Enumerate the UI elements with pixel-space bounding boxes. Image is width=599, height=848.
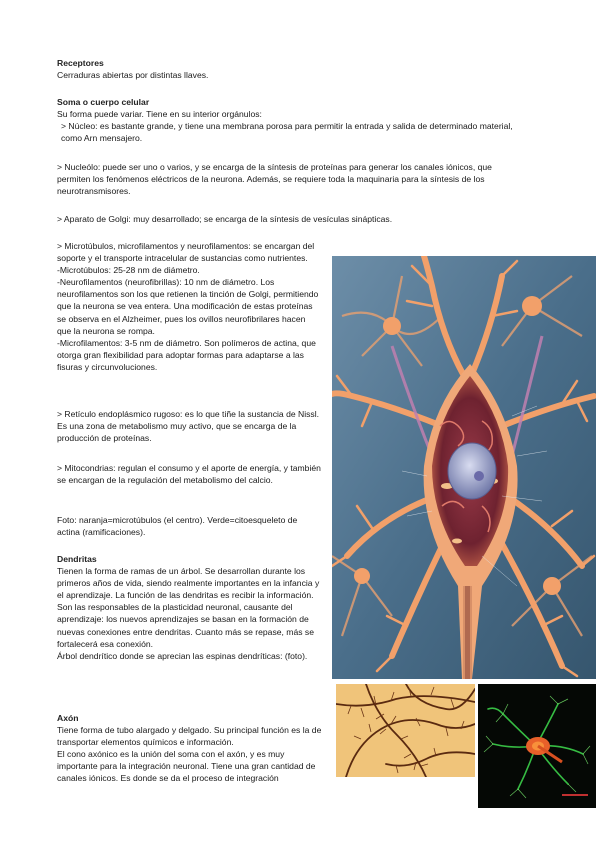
soma-golgi-block (57, 213, 527, 225)
neuron-cell-illustration (332, 256, 596, 679)
dendritas-p1: Tienen la forma de ramas de un árbol. Se desarrollan durante los primeros años de vida, siendo realmente importantes en la infancia y el aprendizaje. La función de las dendritas es recibir la información. (57, 566, 320, 601)
soma-intro: Su forma puede variar. Tiene en su interior orgánulos: (57, 109, 262, 120)
soma-microtubulos-1: -Microtúbulos: 25-28 nm de diámetro. (57, 265, 200, 276)
section-soma (57, 96, 527, 144)
axon-p1: Tiene forma de tubo alargado y delgado. Su principal función es la de transportar elementos químicos e información. (57, 725, 322, 748)
soma-foto-block (57, 514, 322, 538)
section-receptores (57, 57, 527, 81)
axon-p2: El cono axónico es la unión del soma con el axón, y es muy importante para la integración neuronal. Tiene una gran cantidad de canales iónicos. Es donde se da el proceso de integración (57, 749, 316, 784)
soma-microtubulos-3: -Microfilamentos: 3-5 nm de diámetro. Son polímeros de actina, que otorga gran flexibilidad para adoptar formas para adaptarse a las fisuras y circunvoluciones. (57, 337, 316, 372)
soma-microtubulos-block (57, 240, 322, 373)
soma-microtubulos-0: > Microtúbulos, microfilamentos y neurofilamentos: se encargan del soporte y el transporte intracelular de sustancias como nutrientes. (57, 241, 315, 264)
soma-nucleolo-block (57, 161, 527, 197)
receptores-text: Cerraduras abiertas por distintas llaves. (57, 70, 209, 81)
soma-reticulo-block (57, 408, 322, 444)
soma-nucleo: > Núcleo: es bastante grande, y tiene una membrana porosa para permitir la entrada y salida de determinado material, como Arn mensajero. (61, 121, 513, 144)
soma-nucleolo: > Nucleólo: puede ser uno o varios, y se encarga de la síntesis de proteínas para generar los canales iónicos, que permiten los fenómenos eléctricos de la neurona. Además, se requiere toda la maquinaria para la síntesis de los neurotransmisores. (57, 162, 492, 197)
soma-heading: Soma o cuerpo celular (57, 97, 150, 107)
axon-heading: Axón (57, 713, 79, 723)
receptores-heading: Receptores (57, 58, 104, 68)
dendritas-heading: Dendritas (57, 554, 97, 564)
dendritic-tree-photo (336, 684, 475, 777)
soma-foto-caption: Foto: naranja=microtúbulos (el centro). Verde=citoesqueleto de actina (ramificaciones). (57, 515, 298, 538)
section-dendritas (57, 553, 322, 662)
soma-mitocondrias-block (57, 462, 322, 486)
dendritas-p2: Son las responsables de la plasticidad neuronal, causante del aprendizaje: los nuevos aprendizajes se basan en la formación de nuevas conexiones entre dendritas. Cuanto más se repase, más se fortalecerá esa conexión. (57, 602, 315, 649)
soma-microtubulos-2: -Neurofilamentos (neurofibrillas): 10 nm de diámetro. Los neurofilamentos son los que retienen la tinción de Golgi, permitiendo que la neurona se vea entera. Una modificación de estas proteínas se observa en el Alzheimer, pues los ovillos neurofibrilares hacen que la neurona se rompa. (57, 277, 319, 336)
soma-mitocondrias: > Mitocondrias: regulan el consumo y el aporte de energía, y también se encargan de la regulación del metabolismo del calcio. (57, 463, 321, 486)
dendritas-p3: Árbol dendrítico donde se aprecian las espinas dendríticas: (foto). (57, 650, 308, 661)
soma-golgi: > Aparato de Golgi: muy desarrollado; se encarga de la síntesis de vesículas sinápticas. (57, 214, 393, 224)
section-axon (57, 712, 322, 785)
fluorescent-neuron-photo (478, 684, 596, 808)
soma-reticulo: > Retículo endoplásmico rugoso: es lo que tiñe la sustancia de Nissl. Es una zona de metabolismo muy activo, que se encarga de la producción de proteínas. (57, 409, 320, 444)
